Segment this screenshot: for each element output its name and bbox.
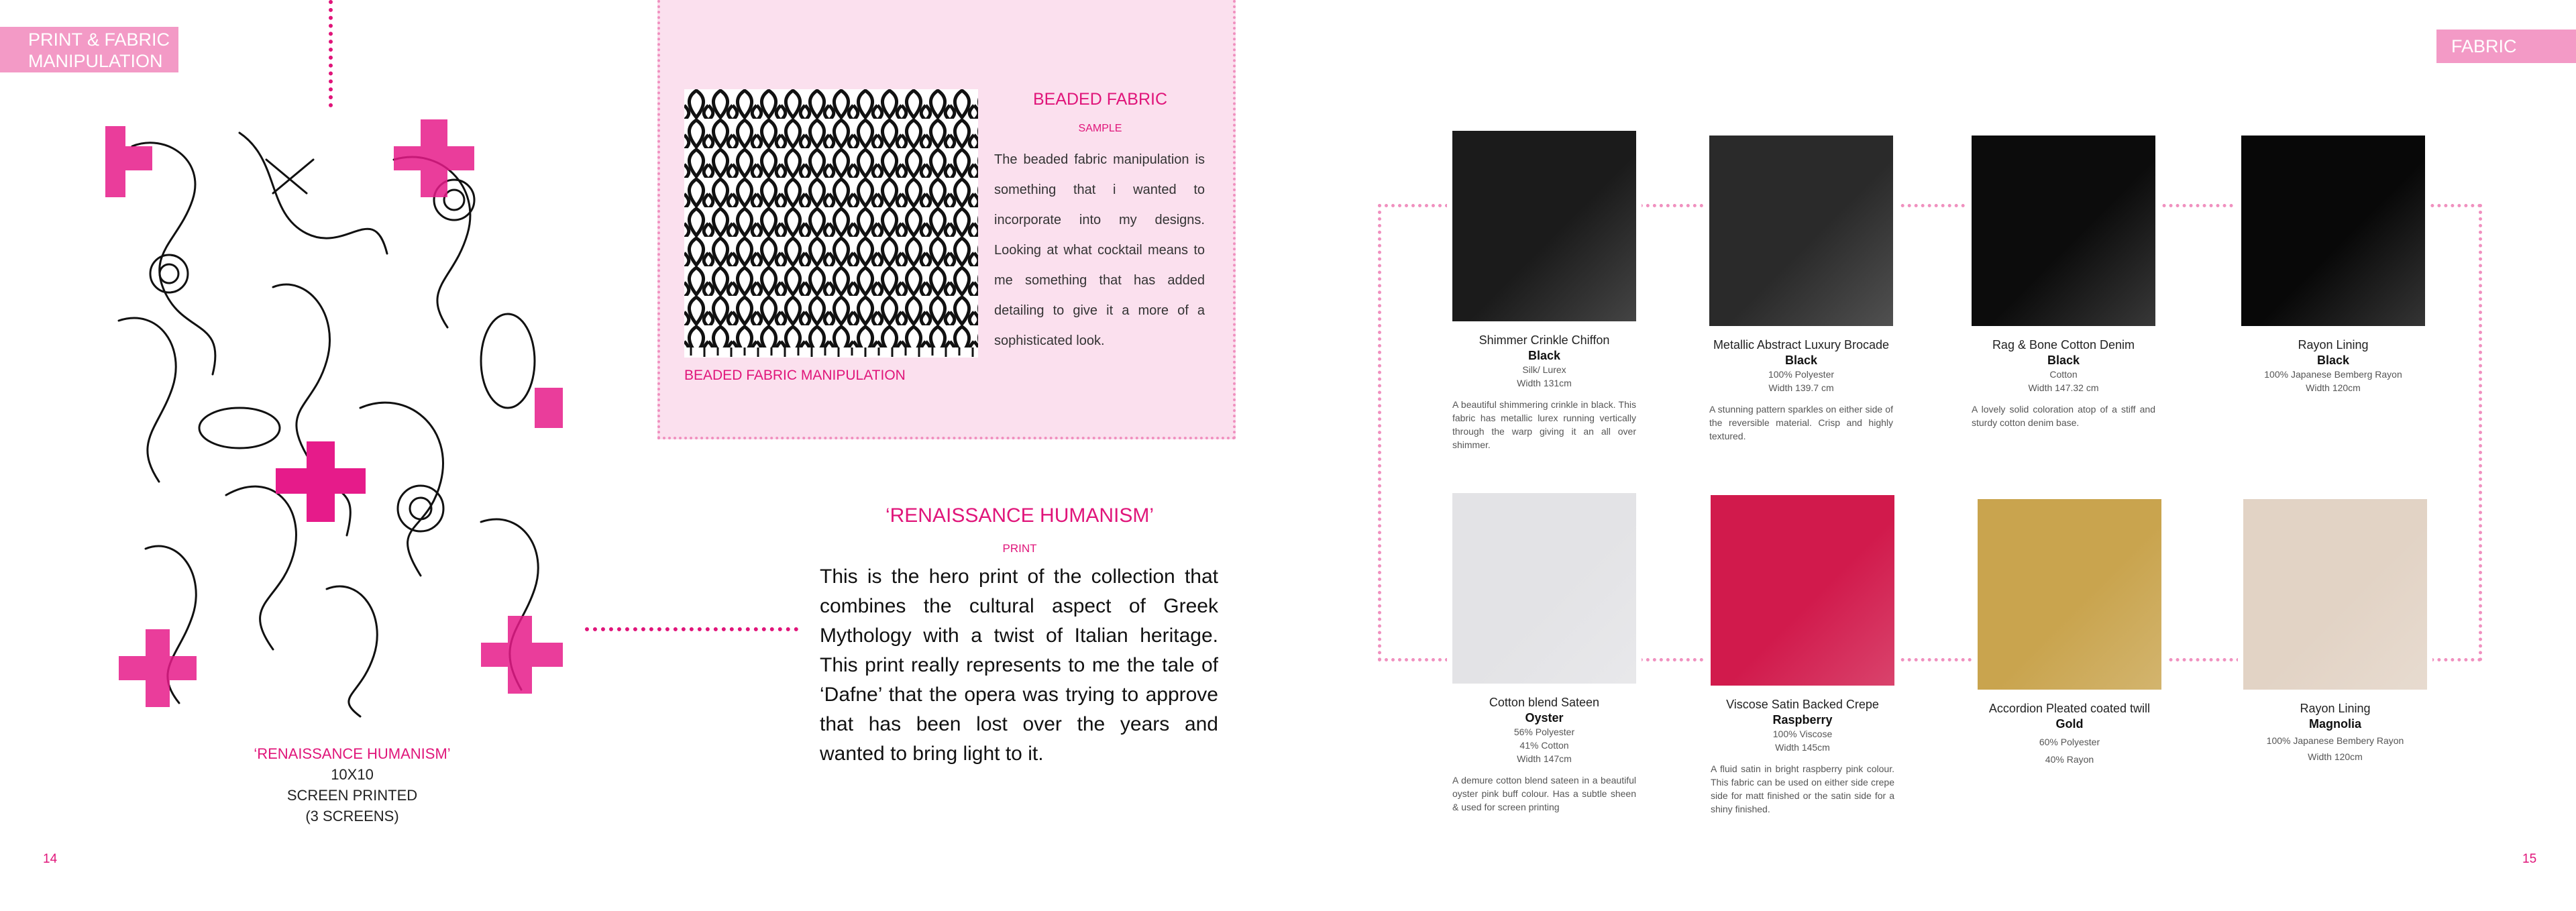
print-description: This is the hero print of the collection that combines the cultural aspect of Greek Mythology with a twist of Italian heritage. This print really represents to me the tale of ‘Dafne’ that the opera was trying to approve that has been lost over the years and wanted to bring light to it. (820, 566, 1218, 765)
fabric-swatch (2241, 136, 2425, 326)
dotted-connector-vertical (329, 0, 333, 107)
fabric-card (1447, 131, 1642, 451)
fabric-spec: Width 139.7 cm (1768, 382, 1834, 393)
fabric-name: Metallic Abstract Luxury Brocade (1713, 338, 1890, 352)
fabric-spec: 40% Rayon (2045, 754, 2094, 765)
fabric-colour: Magnolia (2308, 717, 2361, 731)
fabric-swatch (1972, 136, 2155, 326)
fabric-colour: Gold (2055, 717, 2084, 731)
fabric-name: Accordion Pleated coated twill (1988, 702, 2151, 715)
dotted-connector-horizontal (585, 627, 798, 631)
fabric-description: A fluid satin in bright raspberry pink colour. This fabric can be used on either side crepe side for matt finished or the satin side for a shiny finished. (1711, 763, 1894, 814)
fabric-description: A stunning pattern sparkles on either side of the reversible material. Crisp and highly textured. (1709, 404, 1893, 441)
fabric-colour: Black (1784, 354, 1818, 367)
fabric-spec: Width 147cm (1517, 753, 1572, 764)
fabric-spec: Cotton (2049, 369, 2078, 380)
fabric-spec: Width 145cm (1775, 742, 1830, 753)
beaded-fabric-description: The beaded fabric manipulation is something that i wanted to incorporate into my designs. Looking at what cocktail means to me something that has added detailing to give it a more of a sophisticated look. (994, 152, 1205, 348)
fabric-swatch (1452, 493, 1636, 684)
print-caption-size: 10X10 (331, 766, 374, 783)
fabric-name: Cotton blend Sateen (1489, 696, 1600, 709)
beaded-fabric-image (684, 89, 978, 358)
fabric-name: Viscose Satin Backed Crepe (1726, 698, 1879, 711)
fabric-swatch (1709, 136, 1893, 326)
fabric-swatch (1452, 131, 1636, 321)
fabric-swatch (1978, 499, 2161, 690)
fabric-card (1705, 495, 1900, 816)
fabric-colour: Black (2316, 354, 2350, 367)
page-number-right: 15 (2522, 852, 2537, 866)
fabric-description: A lovely solid coloration atop of a stiff and sturdy cotton denim base. (1972, 404, 2155, 428)
fabric-card (2238, 499, 2432, 763)
fabric-name: Rag & Bone Cotton Denim (1992, 338, 2135, 352)
fabric-card (1447, 493, 1642, 814)
fabric-colour: Black (2047, 354, 2080, 367)
print-caption-title: ‘RENAISSANCE HUMANISM’ (254, 745, 451, 762)
fabric-colour: Oyster (1525, 711, 1564, 725)
beaded-fabric-subtitle: SAMPLE (1078, 123, 1122, 134)
fabric-swatch (2243, 499, 2427, 690)
fabric-colour: Raspberry (1772, 713, 1833, 727)
print-caption-screens: (3 SCREENS) (305, 808, 399, 824)
fabric-spec: 41% Cotton (1519, 740, 1569, 751)
fabric-colour: Black (1527, 349, 1561, 362)
renaissance-humanism-print-image (105, 119, 563, 718)
beaded-fabric-title: BEADED FABRIC (1032, 90, 1168, 109)
fabric-spec: Width 120cm (2308, 751, 2363, 762)
beaded-fabric-caption: BEADED FABRIC MANIPULATION (684, 368, 906, 383)
fabric-name: Shimmer Crinkle Chiffon (1479, 333, 1610, 347)
fabric-spec: 100% Japanese Bemberg Rayon (2264, 369, 2402, 380)
print-caption (195, 743, 510, 826)
print-title: ‘RENAISSANCE HUMANISM’ (885, 504, 1155, 527)
fabric-card (1966, 136, 2161, 429)
fabric-spec: 100% Viscose (1772, 729, 1833, 739)
fabric-description: A beautiful shimmering crinkle in black. This fabric has metallic lurex running vertically through the warp giving it an all over shimmer. (1452, 399, 1636, 450)
fabric-spec: 100% Polyester (1768, 369, 1835, 380)
fabric-swatch (1711, 495, 1894, 686)
fabric-card (1704, 136, 1898, 443)
section-tag-print-fabric: PRINT & FABRIC MANIPULATION (0, 27, 178, 72)
fabric-name: Rayon Lining (2298, 338, 2369, 352)
fabric-spec: 56% Polyester (1513, 727, 1575, 737)
fabric-spec: Silk/ Lurex (1522, 364, 1566, 375)
fabric-description: A demure cotton blend sateen in a beautiful oyster pink buff colour. Has a subtle sheen & used for screen printing (1452, 775, 1636, 812)
fabric-spec: Width 147.32 cm (2028, 382, 2099, 393)
fabric-card (2236, 136, 2430, 394)
fabric-spec: Width 131cm (1517, 378, 1572, 388)
fabric-spec: 100% Japanese Bembery Rayon (2266, 735, 2404, 746)
fabric-spec: Width 120cm (2306, 382, 2361, 393)
print-caption-method: SCREEN PRINTED (286, 787, 418, 804)
section-tag-fabric: FABRIC (2436, 30, 2576, 63)
fabric-card (1972, 499, 2167, 766)
page-number-left: 14 (43, 852, 58, 866)
fabric-spec: 60% Polyester (2039, 737, 2100, 747)
fabric-name: Rayon Lining (2300, 702, 2371, 715)
print-subtitle: PRINT (1002, 542, 1037, 555)
